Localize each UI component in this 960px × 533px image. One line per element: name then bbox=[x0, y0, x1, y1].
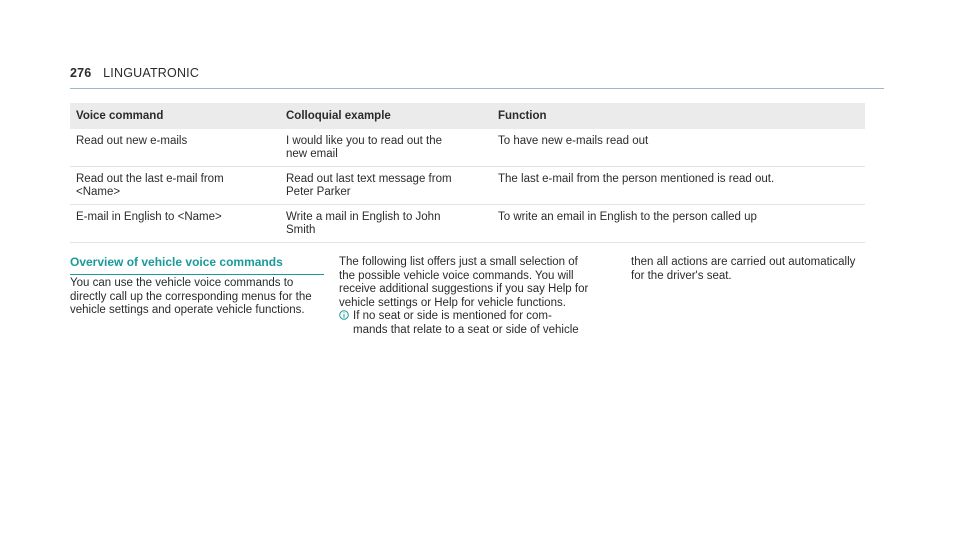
table-cell: I would like you to read out the new email bbox=[280, 129, 492, 167]
table-cell: E-mail in English to <Name> bbox=[70, 205, 280, 243]
page-number: 276 bbox=[70, 66, 92, 80]
table-cell: The last e-mail from the person mentioned is read out. bbox=[492, 167, 865, 205]
table-cell: To write an email in English to the person called up bbox=[492, 205, 865, 243]
table-cell: Read out last text message from Peter Parker bbox=[280, 167, 492, 205]
table-header-row bbox=[70, 103, 865, 129]
table-cell: To have new e-mails read out bbox=[492, 129, 865, 167]
section-heading: Overview of vehicle voice commands bbox=[70, 255, 324, 275]
continued-paragraph: then all actions are carried out automatically for the driver's seat. bbox=[631, 256, 856, 282]
section-name: LINGUATRONIC bbox=[103, 66, 200, 80]
voice-command-table bbox=[70, 103, 865, 243]
table-row bbox=[70, 205, 865, 243]
note-text: If no seat or side is mentioned for com- mands that relate to a seat or side of vehicle bbox=[353, 310, 579, 336]
table-cell: Read out the last e-mail from <Name> bbox=[70, 167, 280, 205]
info-icon bbox=[339, 310, 349, 325]
column-header-function: Function bbox=[492, 103, 865, 129]
table-cell: Read out new e-mails bbox=[70, 129, 280, 167]
header-divider bbox=[70, 88, 884, 89]
table-cell: Write a mail in English to John Smith bbox=[280, 205, 492, 243]
column-header-colloquial-example: Colloquial example bbox=[280, 103, 492, 129]
page-header bbox=[70, 66, 199, 80]
table-row bbox=[70, 129, 865, 167]
info-note bbox=[339, 310, 609, 337]
table-row bbox=[70, 167, 865, 205]
column-header-voice-command: Voice command bbox=[70, 103, 280, 129]
intro-paragraph: You can use the vehicle voice commands to directly call up the corresponding menus for the vehicle settings and operate vehicle functions. bbox=[70, 277, 312, 316]
body-paragraph: The following list offers just a small selection of the possible vehicle voice commands. You will receive additional suggestions if you say Help for vehicle settings or Help for vehicle functions. bbox=[339, 256, 589, 309]
